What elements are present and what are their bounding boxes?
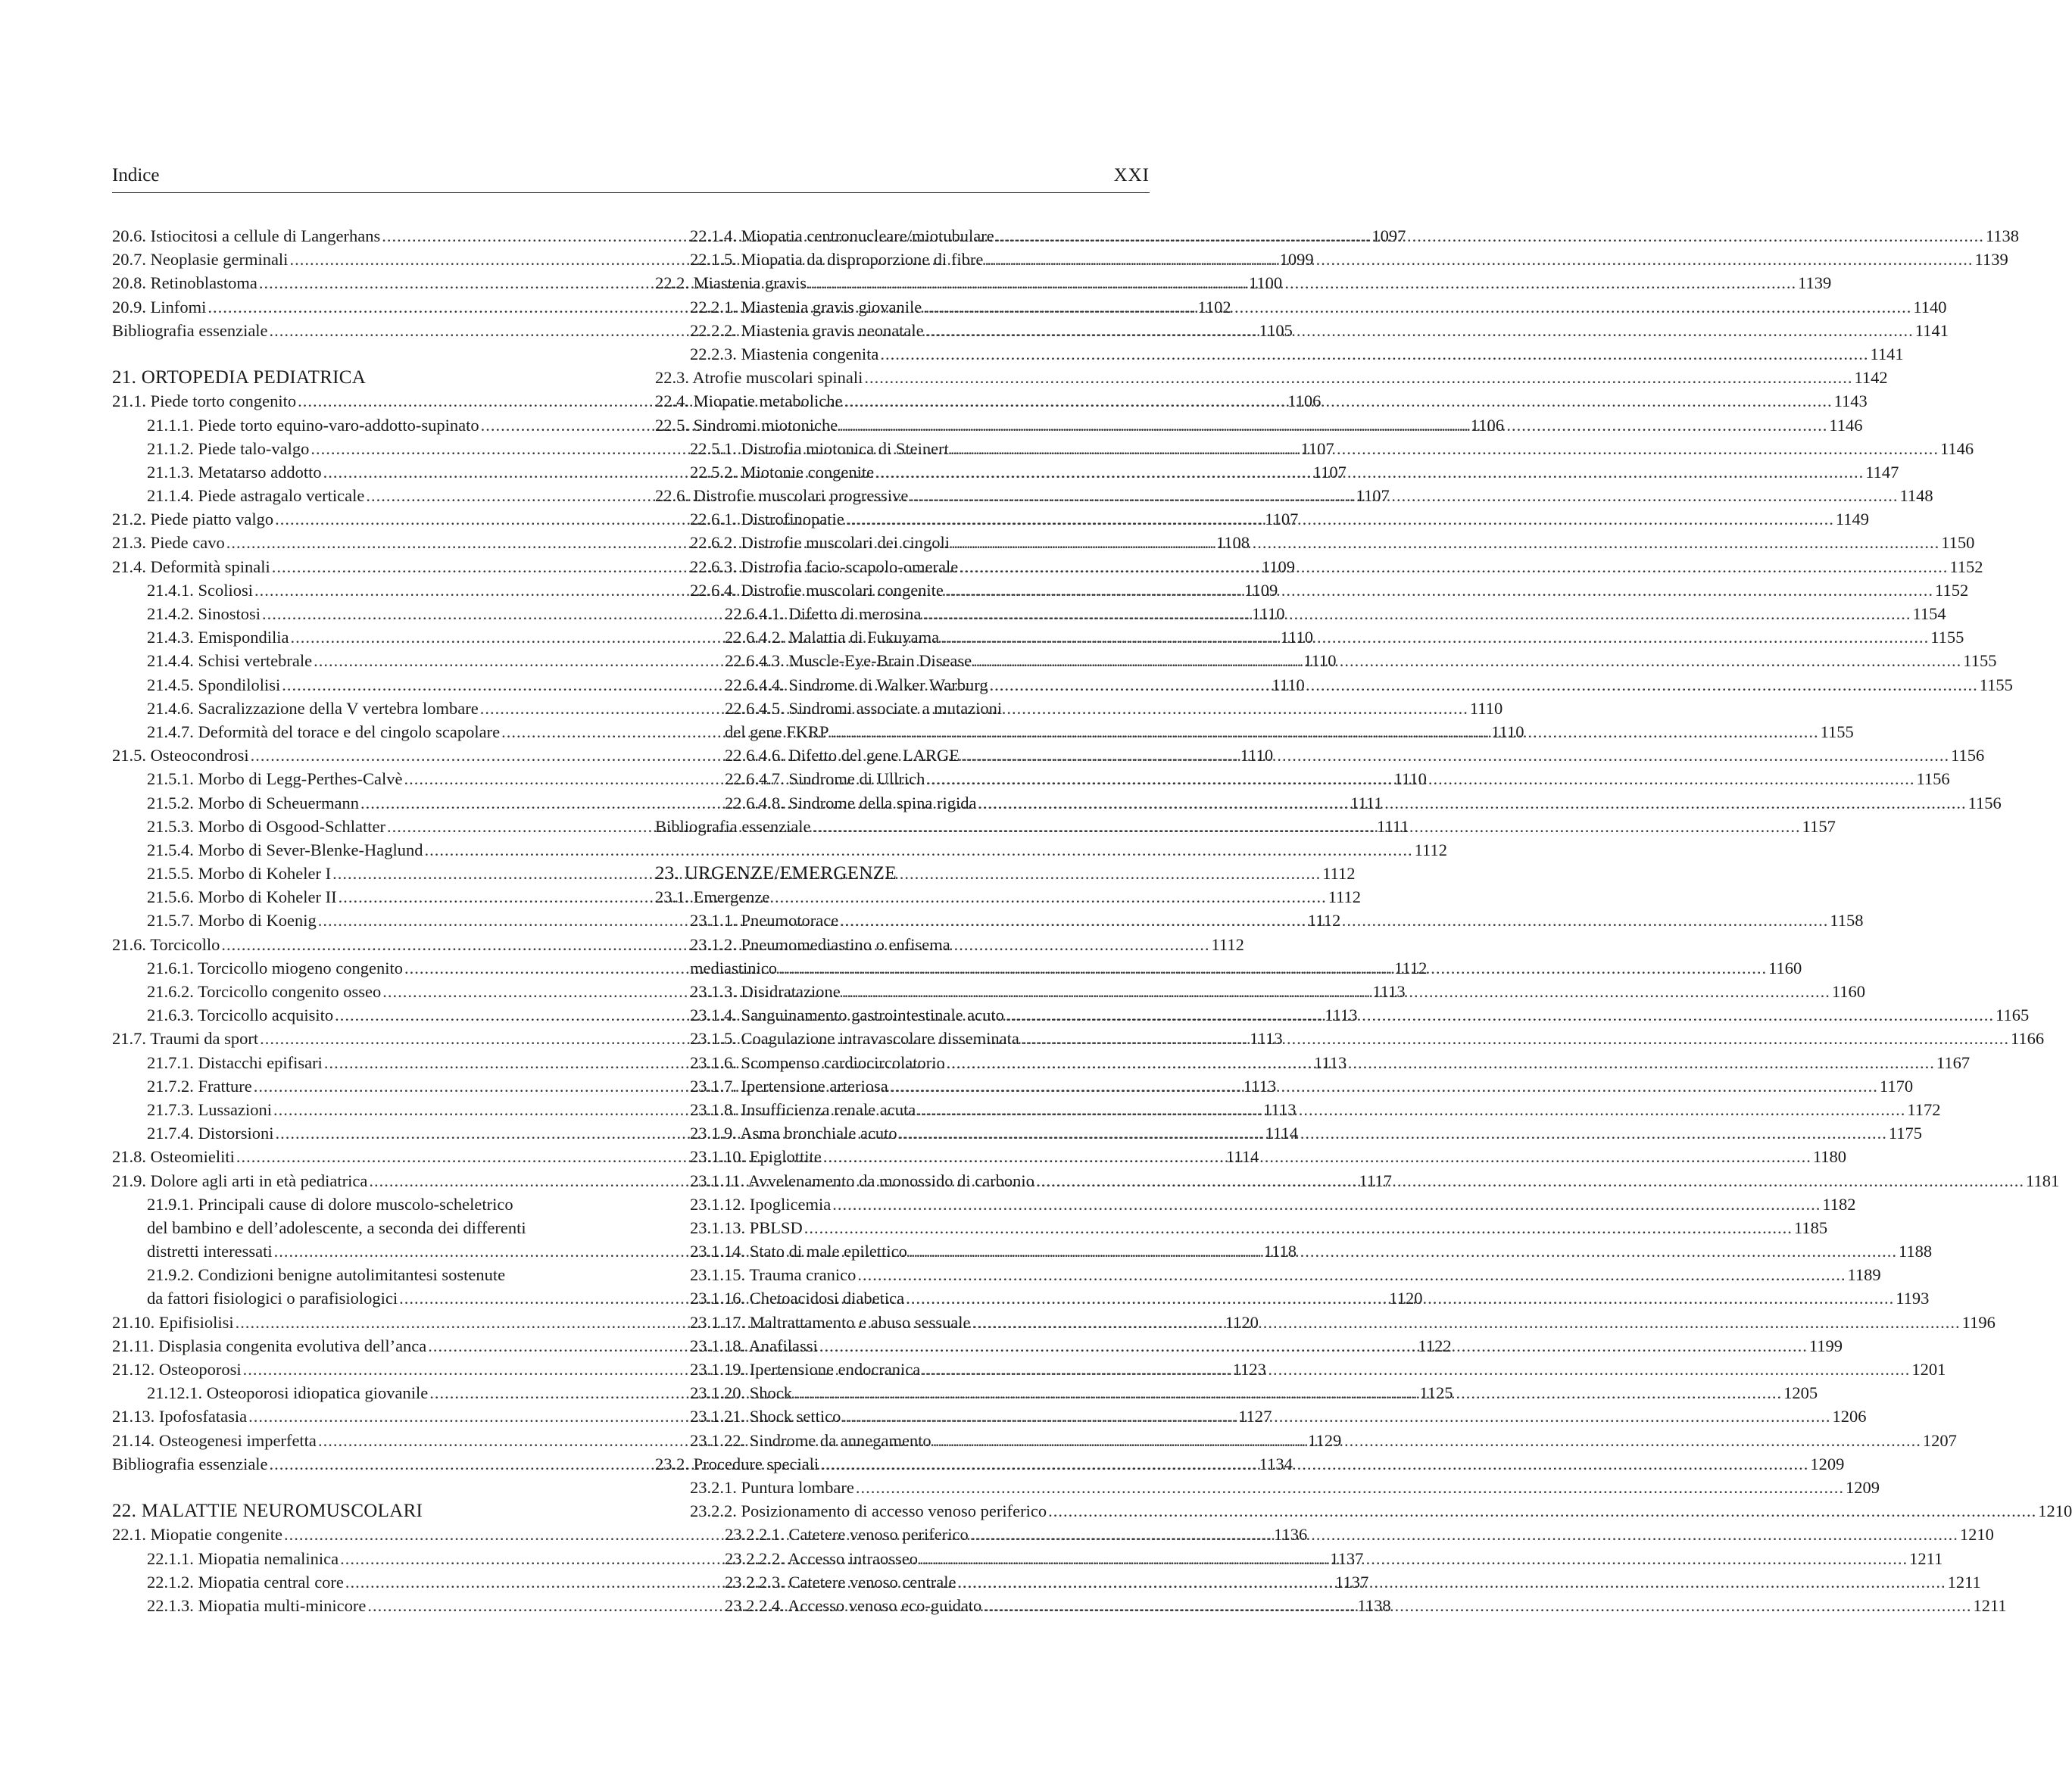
toc-entry-page: 1165 [1996,1006,2030,1025]
toc-entry-title: 21.7.1. Distacchi epifisari [147,1052,323,1072]
toc-entry-page: 1141 [1914,320,1949,340]
toc-entry-page: 1107 [1300,438,1334,458]
toc-entry-page: 1196 [1961,1312,1996,1332]
toc-entry-page: 1113 [1243,1076,1277,1096]
toc-entry-page: 1158 [1830,911,1864,931]
toc-entry-page: 1156 [1967,793,2002,812]
toc-entry-page: 1108 [1215,533,1250,553]
toc-entry-page: 1105 [1259,320,1293,340]
toc-entry-title: 20.6. Istiocitosi a cellule di Langerhans [112,226,381,245]
toc-entry-page: 1106 [1287,391,1322,411]
toc-entry-continued[interactable] [112,1216,609,1239]
toc-entry-title: 21.10. Epifisiolisi [112,1312,234,1332]
toc-entry-continued[interactable] [112,1193,609,1216]
toc-entry-page: 1181 [2026,1171,2060,1190]
toc-entry-title: 23.2. Procedure speciali [655,1454,819,1473]
toc-entry-page: 1134 [1259,1454,1293,1473]
toc-entry-page: 1139 [1798,273,1832,293]
dot-leader [958,1570,1946,1594]
dot-leader [779,956,1767,980]
toc-entry-page: 1123 [1232,1360,1266,1379]
toc-entry-title: Bibliografia essenziale [112,1454,268,1473]
toc-entry-title: 23.1.18. Anafilassi [690,1336,818,1355]
toc-entry-title: 21.7.4. Distorsioni [147,1124,274,1143]
toc-entry-title: 20.9. Linfomi [112,297,207,316]
toc-entry-page: 1099 [1279,250,1314,270]
toc-entry-title: 23.1. Emergenze [655,887,770,907]
toc-entry-title: 22.1.4. Miopatia centronucleare/miotubulare [690,226,994,245]
toc-entry-page: 1110 [1393,769,1427,789]
toc-entry-title: 21.6.1. Torcicollo miogeno congenito [147,958,403,977]
toc-entry-continued[interactable] [655,933,1150,956]
toc-entry-title: 21.11. Displasia congenita evolutiva dell’anca [112,1336,427,1355]
dot-leader [856,1476,1844,1499]
dot-leader [923,295,1911,319]
dot-leader [813,815,1801,838]
dot-leader [922,602,1911,625]
toc-entry-title: 21.4.6. Sacralizzazione della V vertebra lombare [147,698,479,718]
toc-entry-title: 21.1. Piede torto congenito [112,391,297,411]
dot-leader [890,1074,1878,1098]
toc-entry-page: 1113 [1325,1006,1358,1025]
toc-entry-page: 1138 [1357,1595,1391,1615]
toc-entry-title: 22.1.3. Miopatia multi-minicore [147,1595,367,1615]
toc-entry-page: 1112 [1211,934,1244,954]
toc-entry-title: 21.6. Torcicollo [112,934,220,954]
toc-entry-title: 23.1.10. Epiglottite [690,1147,822,1167]
toc-entry-title: 22.3. Atrofie muscolari spinali [655,368,863,388]
toc-entry-page: 1146 [1829,415,1863,435]
toc-entry-page: 1138 [1985,226,2020,245]
toc-entry-page: 1112 [1322,864,1356,884]
dot-leader [794,1381,1782,1405]
toc-entry-page: 1209 [1810,1454,1845,1473]
dot-leader [819,1334,1808,1358]
dot-leader [941,625,1929,649]
toc-entry-title: 23.1.17. Maltrattamento e abuso sessuale [690,1312,971,1332]
toc-entry-title: 23.2.2.2. Accesso intraosseo [725,1548,918,1568]
toc-entry[interactable] [655,1216,1828,1239]
toc-entry-title: 23.1.19. Ipertensione endocranica [690,1360,921,1379]
dot-leader [951,531,1939,554]
toc-entry-page: 1166 [2011,1029,2045,1049]
toc-entry-page: 1110 [1240,746,1274,765]
toc-entry-title: 22.6. Distrofie muscolari progressive [655,486,909,506]
toc-entry-title: 22.2.1. Miastenia gravis giovanile [690,297,922,316]
toc-entry-title: 22.6.4.4. Sindrome di Walker Warburg [725,675,988,694]
toc-entry-title: 23.1.14. Stato di male epilettico [690,1242,907,1261]
toc-entry-title: 21.7. Traumi da sport [112,1029,259,1049]
dot-leader [864,366,1852,389]
toc-entry-title: 21.1.4. Piede astragalo verticale [147,486,365,506]
toc-entry-title: 23.2.2. Posizionamento di accesso venoso periferico [690,1501,1047,1521]
toc-entry-title: 22.5.2. Miotonie congenite [690,462,875,482]
dot-leader [875,460,1864,484]
toc-entry-title: 23.2.2.3. Catetere venoso centrale [725,1572,956,1592]
dot-leader [933,1429,1921,1452]
toc-entry-title: 23.1.16. Chetoacidosi diabetica [690,1289,905,1308]
toc-entry-title: 23.1.5. Coagulazione intravascolare disseminata [690,1029,1019,1049]
dot-leader [899,1121,1887,1145]
toc-entry-page: 1120 [1225,1312,1259,1332]
toc-entry-page: 1127 [1238,1407,1272,1426]
toc-entry-page: 1113 [1372,982,1406,1001]
toc-entry-title: 22.2.2. Miastenia gravis neonatale [690,320,924,340]
dot-leader [1036,1169,2024,1193]
toc-entry-page: 1111 [1350,793,1383,812]
toc-entry-page: 1106 [1470,415,1504,435]
toc-entry-page: 1137 [1330,1548,1364,1568]
toc-entry-page: 1110 [1303,651,1337,671]
toc-entry-page: 1172 [1907,1099,1941,1119]
toc-entry-page: 1167 [1936,1052,1971,1072]
dot-leader [922,1358,1910,1381]
toc-entry-page: 1097 [1371,226,1406,245]
toc-entry-page: 1152 [1949,557,1983,576]
toc-entry-title: 22.6.4. Distrofie muscolari congenite [690,580,944,600]
toc-entry-page: 1154 [1912,604,1946,623]
dot-leader [978,791,1966,815]
toc-entry-title: del bambino e dell’adolescente, a seconda dei differenti [147,1218,526,1237]
toc-entry-page: 1152 [1935,580,1969,600]
toc-entry-title: 21.8. Osteomieliti [112,1147,235,1167]
toc-entry-title: 22.6.4.7. Sindrome di Ullrich [725,769,925,789]
dot-leader [990,673,1978,697]
toc-entry-page: 1188 [1898,1242,1933,1261]
toc-entry-title: 23.1.22. Sindrome da annegamento [690,1430,931,1450]
toc-entry-page: 1112 [1394,958,1428,977]
toc-entry-title: 22.1.5. Miopatia da disproporzione di fibre [690,250,984,270]
toc-entry-title: Bibliografia essenziale [655,816,811,836]
toc-entry-page: 1107 [1356,486,1390,506]
toc-entry-page: 1175 [1888,1124,1922,1143]
dot-leader [840,909,1828,932]
toc-entry-continued[interactable] [655,885,1150,909]
header-title: Indice [112,165,160,186]
toc-entry-title: 21.1.2. Piede talo-valgo [147,438,310,458]
toc-entry-title: 21.7.3. Lussazioni [147,1099,272,1119]
toc-entry-title: 22.2.3. Miastenia congenita [690,344,879,363]
toc-entry-title: 21.4.3. Emispondilia [147,628,289,647]
toc-entry-page: 1139 [1974,250,2008,270]
toc-entry-page: 1205 [1783,1383,1818,1403]
toc-entry-title: 21.4.1. Scoliosi [147,580,254,600]
toc-entry-title: 23.1.6. Scompenso cardiocircolatorio [690,1052,945,1072]
dot-leader [947,1051,1935,1074]
dot-leader [970,1523,1958,1546]
toc-entry-page: 1110 [1491,722,1524,741]
dot-leader [909,1239,1897,1263]
toc-entry-title: 23.1.12. Ipoglicemia [690,1194,832,1214]
toc-entry-page: 1143 [1833,391,1868,411]
dot-leader [857,1263,1846,1286]
toc-entry-title: 21.6.3. Torcicollo acquisito [147,1006,334,1025]
toc-entry-title: 20.8. Retinoblastoma [112,273,257,293]
toc-entry-title: 21.9. Dolore agli arti in età pediatrica [112,1171,368,1190]
toc-entry-title: 23.1.2. Pneumomediastino o enfisema [690,934,950,954]
toc-entry-title: 21.5.1. Morbo di Legg-Perthes-Calvè [147,769,403,789]
section-heading: 23. URGENZE/EMERGENZE [655,863,897,884]
toc-entry-page: 1193 [1896,1289,1930,1308]
dot-leader [983,1594,1971,1617]
toc-entry-page: 1157 [1802,816,1836,836]
dot-leader [917,1098,1905,1121]
toc-entry-title: 21.12.1. Osteoporosi idiopatica giovanile [147,1383,429,1403]
dot-leader [906,1286,1894,1310]
toc-entry-title: 21.9.2. Condizioni benigne autolimitantesi sostenute [147,1265,506,1285]
toc-entry-page: 1136 [1274,1525,1308,1545]
toc-entry-continued[interactable] [655,697,1150,720]
toc-entry-title: 22.5. Sindromi miotoniche [655,415,838,435]
toc-entry-title: 21.2. Piede piatto valgo [112,510,274,529]
toc-entry-page: 1107 [1265,510,1299,529]
toc-entry-title: del gene FKRP [725,722,829,741]
toc-entry-title: 21.5.4. Morbo di Sever-Blenke-Haglund [147,840,423,859]
dot-leader [823,1145,1811,1168]
dot-leader [973,649,1961,672]
toc-entry-title: 22.1. Miopatie congenite [112,1525,282,1545]
toc-entry-title: 21.5.2. Morbo di Scheuermann [147,793,359,812]
toc-entry-title: 21.6.2. Torcicollo congenito osseo [147,982,382,1001]
toc-entry-page: 1112 [1307,911,1341,931]
toc-entry-title: 22.2. Miastenia gravis [655,273,807,293]
toc-entry-title: Bibliografia essenziale [112,320,268,340]
toc-entry-title: 21.5. Osteocondrosi [112,746,249,765]
toc-entry-title: 22.6.3. Distrofia facio-scapolo-omerale [690,557,959,576]
toc-entry-page: 1182 [1822,1194,1856,1214]
toc-entry-title: 22.6.4.5. Sindromi associate a mutazioni [725,698,1003,718]
toc-entry-page: 1146 [1939,438,1974,458]
toc-entry-title: 22.1.1. Miopatia nemalinica [147,1548,339,1568]
toc-entry-title: 22.6.2. Distrofie muscolari dei cingoli [690,533,950,553]
toc-entry-page: 1155 [1820,722,1854,741]
dot-leader [808,271,1796,295]
toc-entry-title: 23.1.1. Pneumotorace [690,911,839,931]
toc-entry-page: 1155 [1979,675,2013,694]
dot-leader [925,319,1914,342]
toc-entry-title: 21.4.7. Deformità del torace e del cingolo scapolare [147,722,501,741]
toc-entry-title: 21.4.2. Sinostosi [147,604,261,623]
toc-entry-title: 21.13. Ipofosfatasia [112,1407,248,1426]
toc-entry-page: 1129 [1308,1430,1342,1450]
dot-leader [910,484,1898,507]
toc-entry-title: 23.1.7. Ipertensione arteriosa [690,1076,888,1096]
toc-entry-page: 1113 [1313,1052,1347,1072]
toc-entry-page: 1210 [2038,1501,2072,1521]
toc-entry-page: 1140 [1913,297,1947,316]
toc-entry-title: 23.1.8. Insufficienza renale acuta [690,1099,916,1119]
dot-leader [880,342,1868,366]
toc-entry-page: 1125 [1419,1383,1453,1403]
toc-entry-title: 22.6.4.8. Sindrome della spina rigida [725,793,977,812]
toc-entry-page: 1160 [1768,958,1802,977]
toc-entry-title: 23.2.2.4. Accesso venoso eco-guidato [725,1595,982,1615]
toc-entry-title: 22.4. Miopatie metaboliche [655,391,843,411]
toc-entry[interactable] [655,1476,1880,1499]
toc-entry-page: 1211 [1909,1548,1943,1568]
toc-entry-page: 1117 [1359,1171,1392,1190]
dot-leader [1048,1499,2036,1523]
toc-entry-page: 1210 [1959,1525,1994,1545]
dot-leader [831,720,1819,744]
running-header [112,162,1150,193]
toc-entry-title: 20.7. Neoplasie germinali [112,250,289,270]
toc-entry-page: 1170 [1879,1076,1914,1096]
toc-entry-title: 22.6.1. Distrofinopatie [690,510,844,529]
toc-entry-page: 1156 [1916,769,1950,789]
dot-leader [832,1193,1821,1216]
toc-entry-title: 21.5.3. Morbo di Osgood-Schlatter [147,816,385,836]
toc-entry[interactable] [655,366,1888,389]
toc-entry-page: 1185 [1793,1218,1828,1237]
toc-entry-page: 1111 [1377,816,1409,836]
toc-entry-page: 1122 [1418,1336,1452,1355]
toc-entry-title: 21.4.5. Spondilolisi [147,675,281,694]
toc-entry-page: 1148 [1899,486,1933,506]
toc-entry-page: 1211 [1973,1595,2007,1615]
dot-leader [844,389,1832,413]
toc-entry-title: 22.6.4.6. Difetto del gene LARGE [725,746,960,765]
toc-entry[interactable] [655,1193,1856,1216]
toc-entry-page: 1156 [1951,746,1985,765]
toc-entry-page: 1141 [1870,344,1904,363]
dot-leader [846,507,1834,531]
toc-entry-page: 1112 [1414,840,1447,859]
toc-entry-title: 21.3. Piede cavo [112,533,225,553]
toc-entry-page: 1201 [1911,1360,1946,1379]
toc-entry-page: 1114 [1265,1124,1298,1143]
toc-entry-page: 1155 [1963,651,1997,671]
dot-leader [839,413,1827,437]
toc-entry-page: 1150 [1941,533,1975,553]
toc-entry-page: 1113 [1263,1099,1297,1119]
toc-entry-title: 22.6.4.1. Difetto di merosina [725,604,922,623]
page-number: XXI [1113,165,1150,186]
toc-entry-title: 21.1.1. Piede torto equino-varo-addotto-supinato [147,415,479,435]
toc-entry[interactable] [112,838,1447,862]
toc-entry-page: 1120 [1389,1289,1423,1308]
dot-leader [950,437,1939,460]
toc-entry-title: 23.1.3. Disidratazione [690,982,841,1001]
dot-leader [919,1547,1908,1570]
toc-entry-title: 21.4. Deformità spinali [112,557,270,576]
toc-entry-page: 1112 [1328,887,1362,907]
toc-entry-title: 23.2.2.1. Catetere venoso periferico [725,1525,969,1545]
dot-leader [985,248,1973,271]
dot-leader [961,744,1949,767]
toc-entry-title: 23.2.1. Puntura lombare [690,1477,854,1497]
dot-leader [996,224,1984,248]
toc-entry-page: 1110 [1252,604,1285,623]
toc-entry-page: 1147 [1865,462,1899,482]
toc-entry-page: 1110 [1272,675,1305,694]
toc-entry-title: da fattori fisiologici o parafisiologici [147,1289,398,1308]
toc-entry-page: 1189 [1847,1265,1881,1285]
dot-leader [1021,1027,2009,1050]
toc-entry-title: 22.1.2. Miopatia central core [147,1572,344,1592]
toc-entry-title: 21.5.5. Morbo di Koheler I [147,864,332,884]
toc-entry-title: 23.1.11. Avvelenamento da monossido di carbonio [690,1171,1034,1190]
toc-entry-continued[interactable] [112,1263,609,1286]
toc-entry-page: 1149 [1835,510,1870,529]
toc-entry-page: 1113 [1250,1029,1283,1049]
dot-leader [1006,1003,1994,1027]
toc-entry-page: 1109 [1261,557,1296,576]
toc-entry-title: mediastinico [690,958,777,977]
toc-entry-title: 23.1.15. Trauma cranico [690,1265,857,1285]
toc-entry-page: 1206 [1832,1407,1867,1426]
section-heading: 22. MALATTIE NEUROMUSCOLARI [112,1501,423,1522]
toc-entry-title: 23.1.9. Asma bronchiale acuto [690,1124,897,1143]
toc-entry-title: 21.4.4. Schisi vertebrale [147,651,313,671]
section-heading: 21. ORTOPEDIA PEDIATRICA [112,367,367,388]
toc-entry-page: 1110 [1469,698,1503,718]
toc-entry-title: 23.1.4. Sanguinamento gastrointestinale acuto [690,1006,1004,1025]
toc-entry-page: 1155 [1930,628,1964,647]
toc-entry-page: 1118 [1263,1242,1297,1261]
dot-leader [960,555,1948,578]
toc-entry-page: 1142 [1854,368,1888,388]
toc-entry-page: 1207 [1922,1430,1957,1450]
toc-entry[interactable] [655,342,1904,366]
toc-entry[interactable] [655,1499,2072,1523]
dot-leader [972,1311,1961,1334]
toc-entry-page: 1160 [1831,982,1865,1001]
toc-entry-title: 21.12. Osteoporosi [112,1360,242,1379]
toc-entry-page: 1100 [1248,273,1283,293]
toc-entry[interactable] [655,1263,1881,1286]
toc-entry-title: 21.7.2. Fratture [147,1076,252,1096]
toc-entry-title: 21.5.7. Morbo di Koenig [147,911,317,931]
toc-entry-title: 22.5.1. Distrofia miotonica di Steinert [690,438,949,458]
toc-entry-title: 21.14. Osteogenesi imperfetta [112,1430,317,1450]
toc-entry-page: 1109 [1244,580,1278,600]
toc-entry-page: 1137 [1335,1572,1369,1592]
dot-leader [842,980,1830,1003]
dot-leader [926,767,1914,790]
toc-entry-title: 23.1.21. Shock settico [690,1407,841,1426]
dot-leader [945,578,1933,602]
toc-entry-page: 1199 [1808,1336,1843,1355]
toc-entry-page: 1102 [1197,297,1231,316]
toc-entry-title: 23.1.20. Shock [690,1383,792,1403]
toc-entry-page: 1110 [1280,628,1313,647]
toc-entry-page: 1180 [1812,1147,1847,1167]
toc-entry-title: 22.6.4.2. Malattia di Fukuyama [725,628,940,647]
toc-entry-page: 1114 [1226,1147,1259,1167]
dot-leader [804,1216,1793,1239]
toc-entry-title: 23.1.13. PBLSD [690,1218,803,1237]
dot-leader [842,1405,1830,1428]
toc-entry-title: 21.9.1. Principali cause di dolore muscolo-scheletrico [147,1194,513,1214]
toc-entry-title: 21.5.6. Morbo di Koheler II [147,887,337,907]
toc-entry-page: 1211 [1947,1572,1981,1592]
toc-entry-page: 1209 [1845,1477,1880,1497]
dot-leader [820,1452,1808,1476]
toc-entry-page: 1107 [1312,462,1346,482]
toc-entry-title: 21.1.3. Metatarso addotto [147,462,322,482]
toc-entry-title: 22.6.4.3. Muscle-Eye-Brain Disease [725,651,972,671]
toc-entry-title: distretti interessati [147,1242,273,1261]
